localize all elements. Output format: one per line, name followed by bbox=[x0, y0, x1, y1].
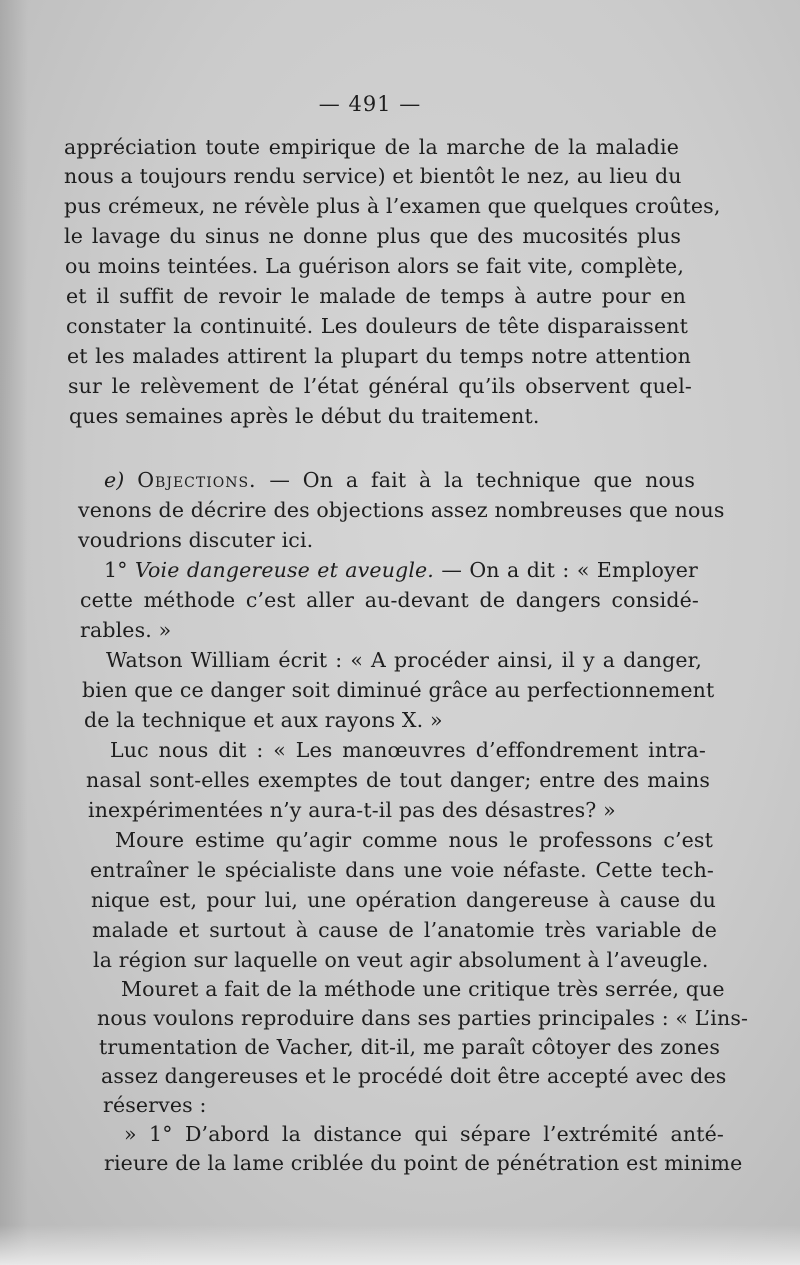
para1-line: pus crémeux, ne révèle plus à l’examen que quelques croûtes, bbox=[64, 194, 721, 218]
para1-line: le lavage du sinus ne donne plus que des mucosités plus bbox=[64, 224, 681, 248]
page-shadow-left bbox=[0, 0, 28, 1265]
page-number: — 491 — bbox=[318, 92, 422, 116]
point1-line: rables. » bbox=[80, 618, 172, 642]
moure-line: entraîner le spécialiste dans une voie néfaste. Cette tech- bbox=[90, 858, 714, 882]
mouret-line: trumentation de Vacher, dit-il, me paraît côtoyer des zones bbox=[99, 1035, 720, 1059]
point1-line: cette méthode c’est aller au-devant de dangers considé- bbox=[80, 588, 699, 612]
point1-heading-rest: — On a dit : « Employer bbox=[433, 558, 699, 582]
moure-line: Moure estime qu’agir comme nous le professons c’est bbox=[115, 828, 713, 852]
mouret-line: réserves : bbox=[103, 1093, 207, 1117]
section-label: e) bbox=[104, 468, 125, 492]
section-e-line: voudrions discuter ici. bbox=[78, 528, 314, 552]
moure-line: malade et surtout à cause de l’anatomie très variable de bbox=[92, 918, 717, 942]
luc-line: inexpérimentées n’y aura-t-il pas des désastres? » bbox=[88, 798, 616, 822]
para1-line: constater la continuité. Les douleurs de tête disparaissent bbox=[66, 314, 688, 338]
watson-line: bien que ce danger soit diminué grâce au perfectionnement bbox=[82, 678, 715, 702]
para1-line: et les malades attirent la plupart du temps notre attention bbox=[67, 344, 691, 368]
para1-line: et il suffit de revoir le malade de temps à autre pour en bbox=[66, 284, 686, 308]
moure-line: la région sur laquelle on veut agir absolument à l’aveugle. bbox=[93, 948, 709, 972]
page-edge-bottom bbox=[0, 1225, 800, 1265]
section-e-line: venons de décrire des objections assez nombreuses que nous bbox=[78, 498, 725, 522]
watson-line: de la technique et aux rayons X. » bbox=[84, 708, 443, 732]
mouret-line: nous voulons reproduire dans ses parties principales : « L’ins- bbox=[97, 1006, 749, 1030]
quote-line: » 1° D’abord la distance qui sépare l’extrémité anté- bbox=[124, 1122, 724, 1146]
luc-line: Luc nous dit : « Les manœuvres d’effondrement intra- bbox=[110, 738, 706, 762]
para1-line: ou moins teintées. La guérison alors se fait vite, complète, bbox=[65, 254, 684, 278]
section-e-heading-line bbox=[104, 466, 695, 495]
section-heading: Objections. bbox=[137, 468, 257, 492]
para1-line: nous a toujours rendu service) et bientôt le nez, au lieu du bbox=[64, 164, 682, 188]
luc-line: nasal sont-elles exemptes de tout danger; entre des mains bbox=[86, 768, 710, 792]
mouret-line: assez dangereuses et le procédé doit être accepté avec des bbox=[101, 1064, 727, 1088]
mouret-line: Mouret a fait de la méthode une critique très serrée, que bbox=[121, 977, 725, 1001]
para1-line: appréciation toute empirique de la marche de la maladie bbox=[64, 135, 679, 159]
para1-line: sur le relèvement de l’état général qu’ils observent quel- bbox=[68, 374, 692, 398]
section-heading-rest: — On a fait à la technique que nous bbox=[256, 468, 695, 492]
point1-title: Voie dangereuse et aveugle. bbox=[134, 558, 434, 582]
point1-number: 1° bbox=[104, 558, 128, 582]
watson-line: Watson William écrit : « A procéder ainsi, il y a danger, bbox=[106, 648, 702, 672]
para1-line: ques semaines après le début du traitement. bbox=[69, 404, 540, 428]
quote-line: rieure de la lame criblée du point de pénétration est minime bbox=[104, 1151, 743, 1175]
moure-line: nique est, pour lui, une opération dangereuse à cause du bbox=[91, 888, 716, 912]
point1-heading-line bbox=[104, 556, 698, 585]
